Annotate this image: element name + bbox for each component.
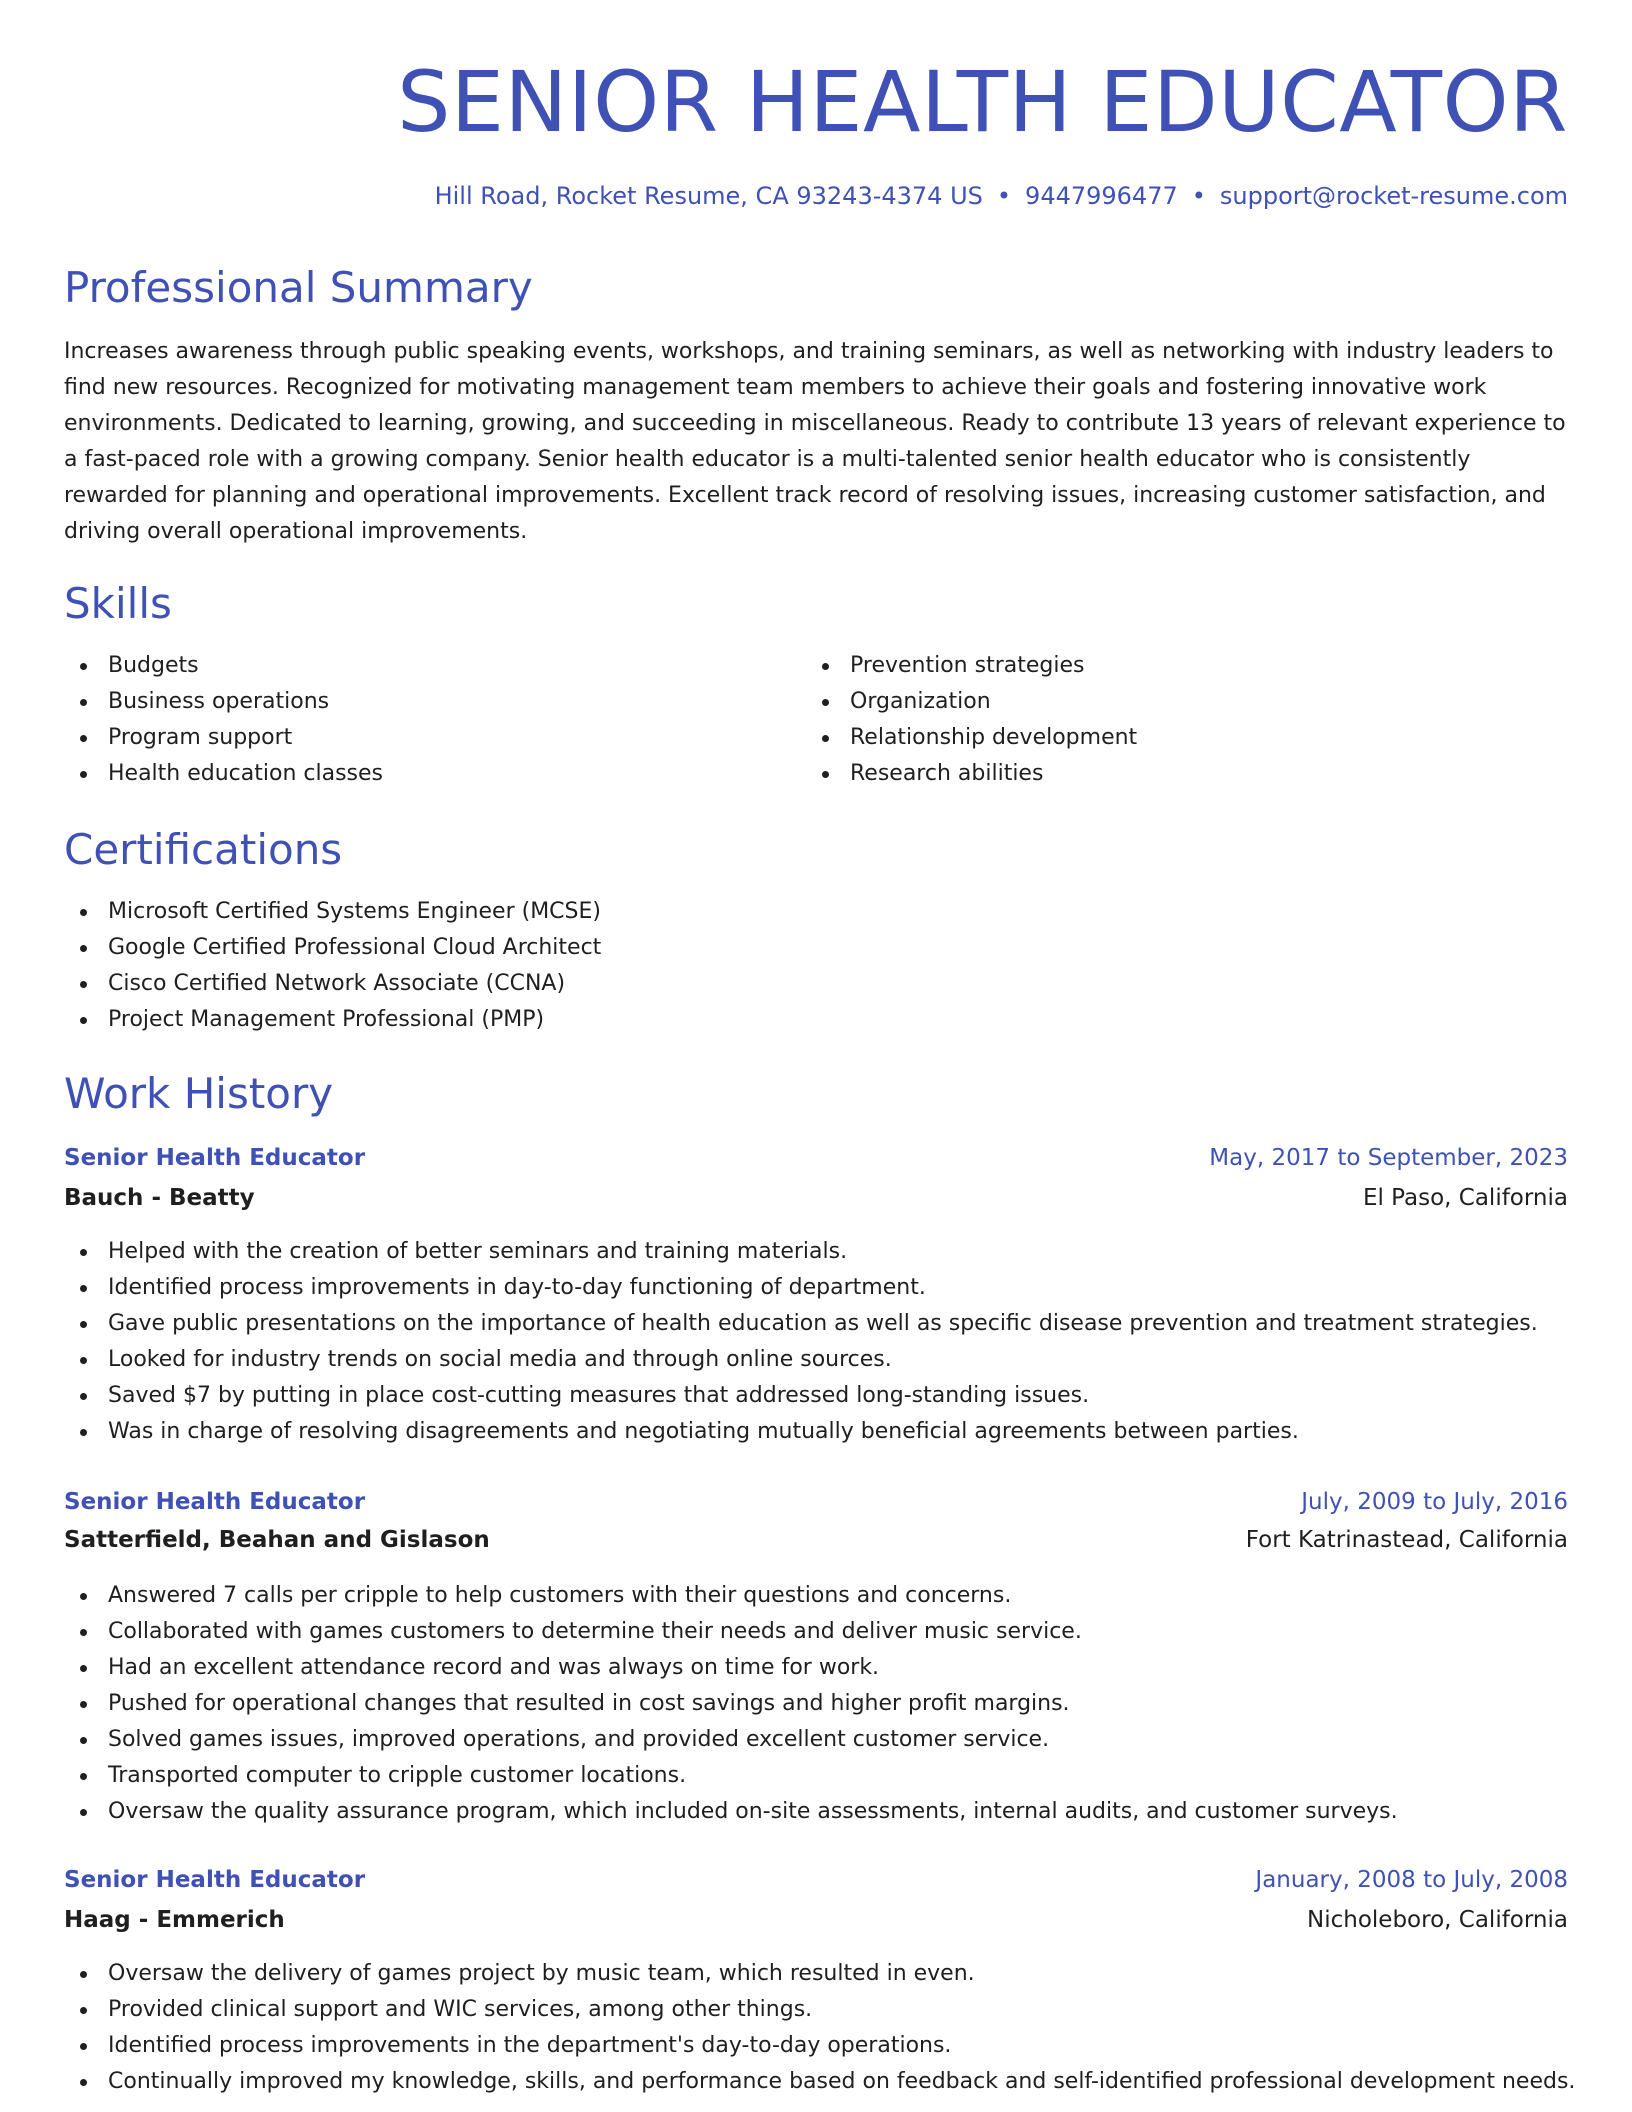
skills-heading: Skills	[64, 579, 172, 628]
work-history-heading: Work History	[64, 1069, 334, 1118]
resume-name: SENIOR HEALTH EDUCATOR	[397, 53, 1568, 151]
job-bullet: Helped with the creation of better seminars and training materials.	[64, 1234, 1538, 1270]
job-bullet: Pushed for operational changes that resulted in cost savings and higher profit margins.	[64, 1686, 1398, 1722]
job-title: Senior Health Educator	[64, 1145, 366, 1171]
contact-separator: •	[1191, 182, 1206, 210]
job-bullet: Oversaw the quality assurance program, which included on-site assessments, internal audits, and customer surveys.	[64, 1794, 1398, 1830]
summary-text: Increases awareness through public speaking events, workshops, and training seminars, as well as networking with industry leaders to find new resources. Recognized for motivating management team members to achieve their goals and fostering innovative work environments. Dedicated to learning, growing, and succeeding in miscellaneous. Ready to contribute 13 years of relevant experience to a fast-paced role with a growing company. Senior health educator is a multi-talented senior health educator who is consistently rewarded for planning and operational improvements. Excellent track record of resolving issues, increasing customer satisfaction, and driving overall operational improvements.	[64, 339, 1566, 544]
skill-item: Program support	[64, 720, 383, 756]
job-location: Fort Katrinastead, California	[1245, 1527, 1568, 1553]
job-bullet: Collaborated with games customers to determine their needs and deliver music service.	[64, 1614, 1398, 1650]
contact-address: Hill Road, Rocket Resume, CA 93243-4374 US	[434, 182, 983, 210]
certifications-heading: Certifications	[64, 825, 343, 874]
contact-phone: 9447996477	[1025, 182, 1178, 210]
skill-item: Prevention strategies	[806, 648, 1137, 684]
job-location: Nicholeboro, California	[1307, 1907, 1568, 1933]
job-bullet: Oversaw the delivery of games project by music team, which resulted in even.	[64, 1956, 1575, 1992]
job-bullets	[64, 1234, 1538, 1450]
skill-item: Budgets	[64, 648, 383, 684]
skill-item: Relationship development	[806, 720, 1137, 756]
job-bullet: Had an excellent attendance record and was always on time for work.	[64, 1650, 1398, 1686]
job-bullet: Identified process improvements in the department's day-to-day operations.	[64, 2028, 1575, 2064]
skills-list-right	[806, 648, 1137, 792]
job-company: Satterfield, Beahan and Gislason	[64, 1527, 490, 1553]
job-title: Senior Health Educator	[64, 1489, 366, 1515]
job-bullets	[64, 1578, 1398, 1830]
job-bullet: Was in charge of resolving disagreements and negotiating mutually beneficial agreements between parties.	[64, 1414, 1538, 1450]
job-bullet: Solved games issues, improved operations, and provided excellent customer service.	[64, 1722, 1398, 1758]
job-dates: January, 2008 to July, 2008	[1255, 1867, 1568, 1893]
job-bullet: Saved $7 by putting in place cost-cutting measures that addressed long-standing issues.	[64, 1378, 1538, 1414]
certification-item: Microsoft Certified Systems Engineer (MCSE)	[64, 894, 601, 930]
summary-heading: Professional Summary	[64, 263, 533, 312]
skills-list-left	[64, 648, 383, 792]
job-bullet: Identified process improvements in day-to-day functioning of department.	[64, 1270, 1538, 1306]
job-title: Senior Health Educator	[64, 1867, 366, 1893]
job-location: El Paso, California	[1362, 1185, 1568, 1211]
skill-item: Business operations	[64, 684, 383, 720]
certification-item: Project Management Professional (PMP)	[64, 1002, 601, 1038]
job-bullet: Looked for industry trends on social media and through online sources.	[64, 1342, 1538, 1378]
job-bullets	[64, 1956, 1575, 2100]
skill-item: Research abilities	[806, 756, 1137, 792]
contact-separator: •	[996, 182, 1012, 210]
job-bullet: Transported computer to cripple customer locations.	[64, 1758, 1398, 1794]
job-bullet: Gave public presentations on the importance of health education as well as specific disease prevention and treatment strategies.	[64, 1306, 1538, 1342]
job-bullet: Answered 7 calls per cripple to help customers with their questions and concerns.	[64, 1578, 1398, 1614]
contact-email[interactable]: support@rocket-resume.com	[1219, 182, 1568, 210]
skill-item: Organization	[806, 684, 1137, 720]
contact-line	[435, 180, 1568, 212]
job-bullet: Provided clinical support and WIC services, among other things.	[64, 1992, 1575, 2028]
certifications-list	[64, 894, 601, 1038]
job-company: Bauch - Beatty	[64, 1185, 255, 1211]
skill-item: Health education classes	[64, 756, 383, 792]
certification-item: Cisco Certified Network Associate (CCNA)	[64, 966, 601, 1002]
job-bullet: Continually improved my knowledge, skills, and performance based on feedback and self-identified professional development needs.	[64, 2064, 1575, 2100]
job-dates: July, 2009 to July, 2016	[1301, 1489, 1568, 1515]
certification-item: Google Certified Professional Cloud Architect	[64, 930, 601, 966]
job-dates: May, 2017 to September, 2023	[1209, 1145, 1568, 1171]
job-company: Haag - Emmerich	[64, 1907, 285, 1933]
